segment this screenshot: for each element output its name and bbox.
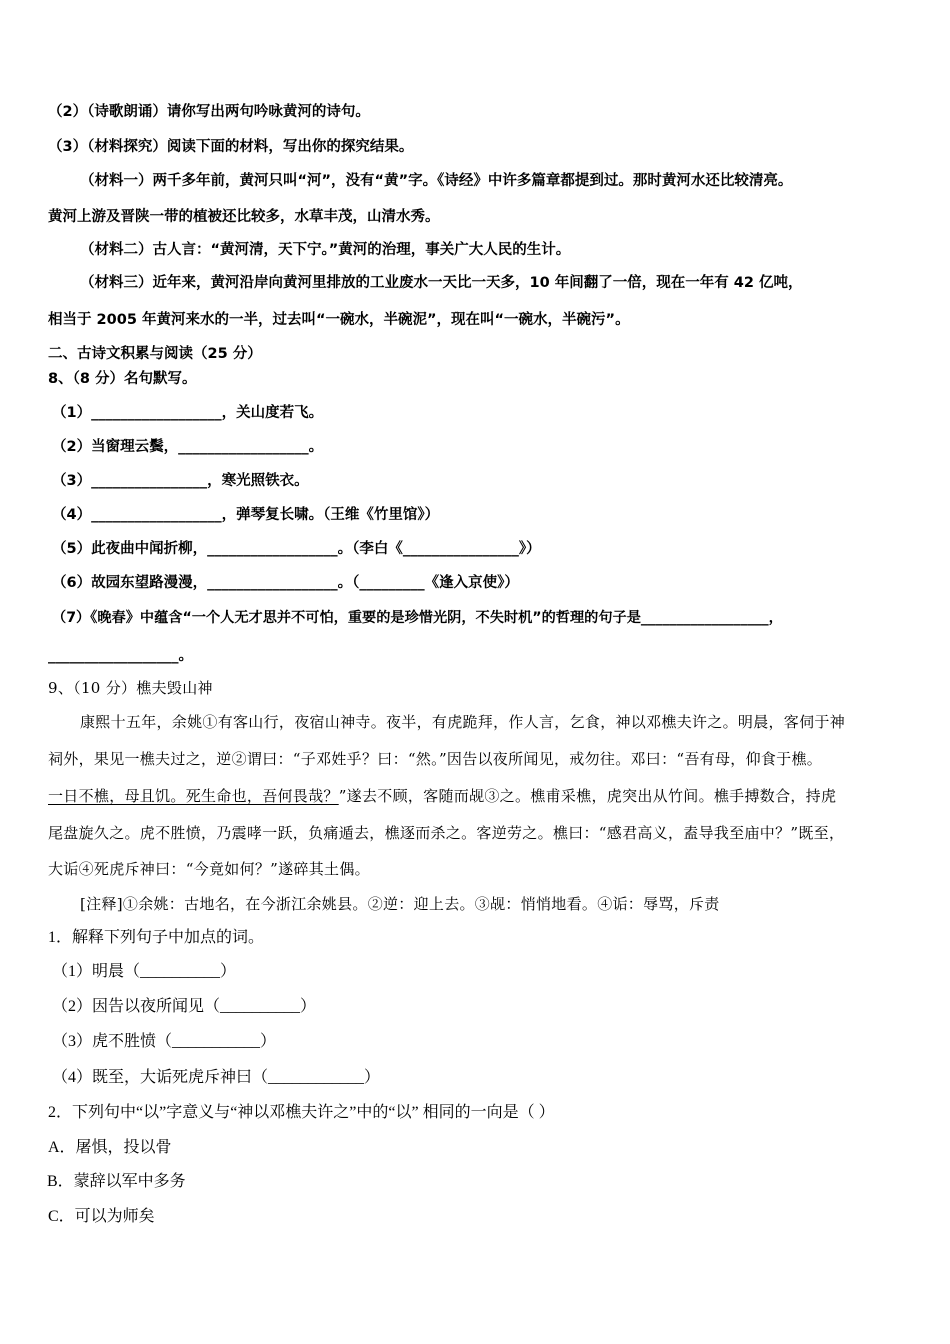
word-2: （2）因告以夜所闻见（__________） — [52, 998, 317, 1015]
sub-question-2: 2．下列句中“以”字意义与“神以邓樵夫许之”中的“以” 相同的一向是（ ） — [48, 1104, 555, 1121]
question-9-title: 9、（10 分）樵夫毁山神 — [48, 679, 213, 697]
section-2-heading: 二、古诗文积累与阅读（25 分） — [48, 346, 262, 362]
q8-blank-2: （2）当窗理云鬓，__________________。 — [52, 439, 324, 455]
q7-2-poetry-recitation: （2）（诗歌朗诵）请你写出两句吟咏黄河的诗句。 — [48, 104, 370, 120]
q7-3-material-inquiry: （3）（材料探究）阅读下面的材料，写出你的探究结果。 — [48, 139, 414, 155]
material-1-line-2: 黄河上游及晋陕一带的植被还比较多，水草丰茂，山清水秀。 — [48, 209, 440, 225]
word-1: （1）明晨（__________） — [52, 963, 237, 980]
passage-line-4: 尾盘旋久之。虎不胜愤，乃震哮一跃，负痛遁去，樵逐而杀之。客逆劳之。樵曰：“感君高义，盍导我至庙中？”既至， — [48, 824, 845, 842]
passage-line-3-rest: ”遂去不顾，客随而觇③之。樵甫采樵，虎突出从竹间。樵手搏数合，持虎 — [338, 787, 837, 805]
word-3: （3）虎不胜愤（___________） — [52, 1033, 277, 1050]
word-4: （4）既至，大诟死虎斥神曰（____________） — [52, 1069, 381, 1086]
passage-line-1: 康熙十五年，余姚①有客山行，夜宿山神寺。夜半，有虎跪拜，作人言，乞食，神以邓樵夫许之。明晨，客伺于神 — [80, 713, 846, 731]
option-a: A．屠惧，投以骨 — [48, 1139, 172, 1156]
passage-line-5: 大诟④死虎斥神曰：“今竟如何？”遂碎其土偶。 — [48, 860, 370, 878]
q8-blank-6: （6）故园东望路漫漫，__________________。（_________《逢入京使》） — [52, 575, 519, 591]
option-c: C．可以为师矣 — [48, 1208, 155, 1225]
q8-blank-7-cont: __________________。 — [48, 648, 193, 664]
underlined-sentence: 一日不樵，母且饥。死生命也，吾何畏哉？ — [48, 787, 339, 805]
q8-blank-3: （3）________________，寒光照铁衣。 — [52, 473, 309, 489]
material-3-line-1: （材料三）近年来，黄河沿岸向黄河里排放的工业废水一天比一天多，10 年间翻了一倍，现在一年有 42 亿吨， — [80, 275, 803, 291]
q8-blank-5: （5）此夜曲中闻折柳，__________________。（李白《________________》） — [52, 541, 541, 557]
sub-question-1: 1．解释下列句子中加点的词。 — [48, 929, 265, 946]
material-2: （材料二）古人言：“黄河清，天下宁。”黄河的治理，事关广大人民的生计。 — [80, 242, 571, 258]
q8-blank-4: （4）__________________，弹琴复长啸。（王维《竹里馆》） — [52, 507, 440, 523]
q8-blank-1: （1）__________________，关山度若飞。 — [52, 405, 324, 421]
material-3-line-2: 相当于 2005 年黄河来水的一半，过去叫“一碗水，半碗泥”，现在叫“一碗水，半碗污”。 — [48, 312, 630, 328]
annotations: [注释]①余姚：古地名，在今浙江余姚县。②逆：迎上去。③觇：悄悄地看。④诟：辱骂，斥责 — [80, 895, 720, 913]
material-1-line-1: （材料一）两千多年前，黄河只叫“河”，没有“黄”字。《诗经》中许多篇章都提到过。那时黄河水还比较清亮。 — [80, 173, 793, 189]
q8-blank-7: （7）《晚春》中蕴含“一个人无才思并不可怕，重要的是珍惜光阴，不失时机”的哲理的句子是__________________， — [52, 610, 783, 626]
option-b: B．蒙辞以军中多务 — [47, 1173, 186, 1190]
question-8-title: 8、（8 分）名句默写。 — [48, 371, 197, 387]
passage-line-3 — [48, 786, 836, 806]
passage-line-2: 祠外，果见一樵夫过之，逆②谓曰：“子邓姓乎？曰：“然。”因告以夜所闻见，戒勿往。邓曰：“吾有母，仰食于樵。 — [48, 750, 823, 768]
